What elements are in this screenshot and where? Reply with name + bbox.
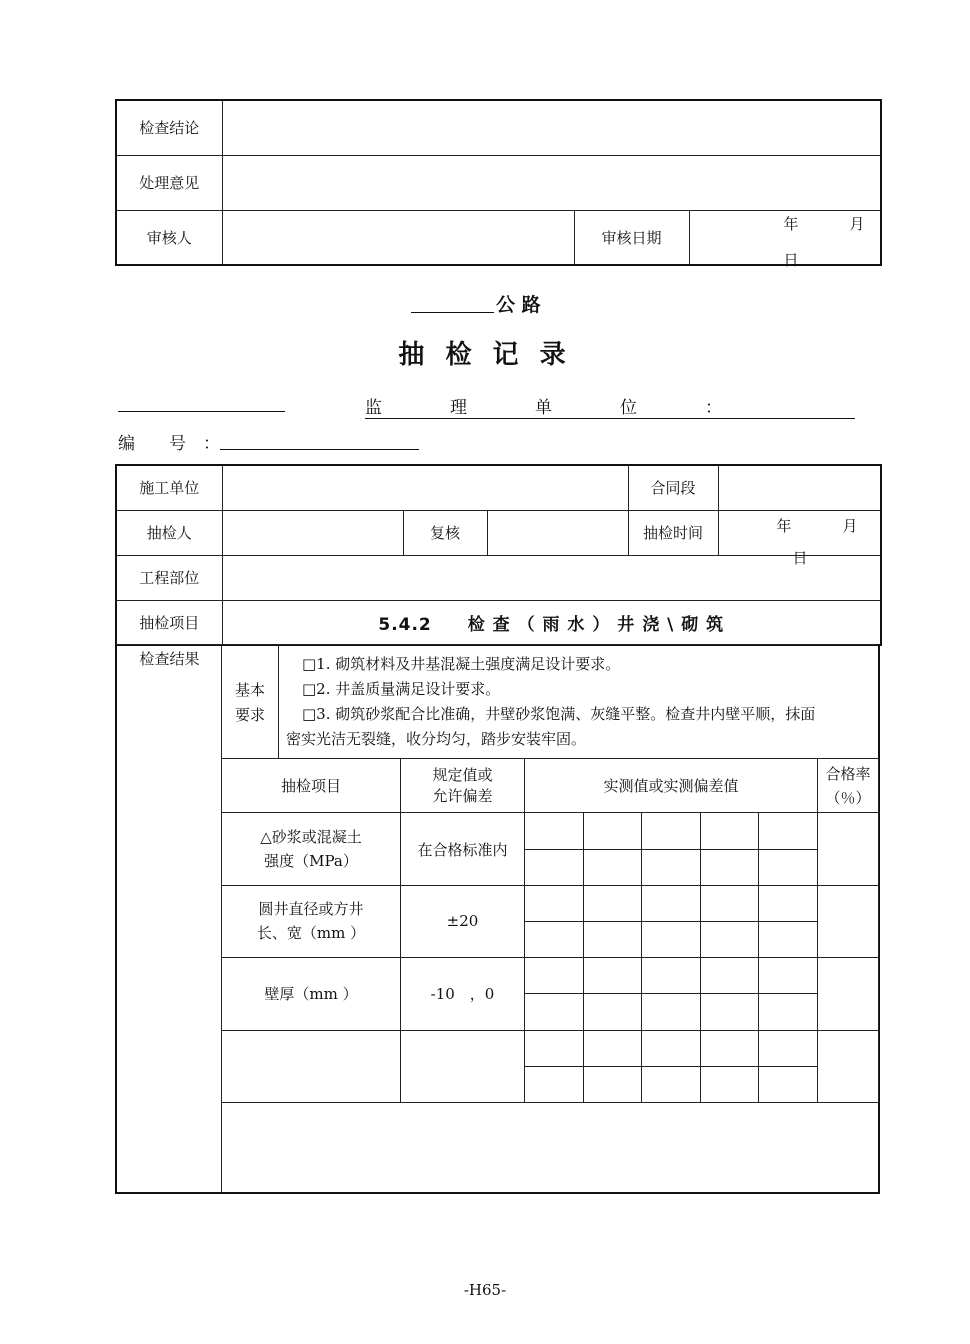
requirements — [286, 652, 876, 752]
row2-item-line2: 长、宽（mm ） — [256, 924, 366, 943]
measure-cell[interactable] — [701, 994, 759, 1030]
contractor-label: 施工单位 — [116, 465, 222, 510]
row1-item-line2: 强度（MPa） — [264, 852, 358, 871]
col-item-header: 抽检项目 — [222, 759, 401, 813]
col-pass-line2: （％） — [825, 788, 871, 807]
col-pass-line1: 合格率 — [825, 764, 871, 783]
supervisor-label: 监 理 单 位 ： — [365, 393, 855, 419]
pass-rate-cell[interactable] — [818, 958, 879, 1030]
pass-rate-cell[interactable] — [818, 885, 879, 957]
measure-cell[interactable] — [759, 1066, 818, 1102]
result-label: 检查结果 — [139, 650, 200, 668]
measure-cell[interactable] — [584, 885, 642, 921]
day-text: 日 — [783, 250, 799, 269]
measure-cell[interactable] — [525, 921, 584, 957]
item-label: 抽检项目 — [116, 600, 222, 645]
row2-item-line1: 圆井直径或方井 — [258, 900, 364, 919]
measure-cell[interactable] — [642, 885, 701, 921]
table-row-item — [222, 958, 401, 1030]
measure-cell[interactable] — [759, 994, 818, 1030]
table-row-item — [222, 813, 401, 885]
measure-cell[interactable] — [525, 958, 584, 994]
measure-cell[interactable] — [701, 1066, 759, 1102]
measure-cell[interactable] — [642, 813, 701, 849]
road-suffix: 公 路 — [496, 294, 541, 316]
review-date-label: 审核日期 — [574, 210, 689, 265]
location-field[interactable] — [222, 555, 881, 600]
measure-cell[interactable] — [701, 958, 759, 994]
month-text: 月 — [842, 516, 858, 535]
day-text: 日 — [792, 548, 808, 567]
handling-opinion-field[interactable] — [222, 155, 881, 210]
measure-cell[interactable] — [701, 885, 759, 921]
inspector-label: 抽检人 — [116, 510, 222, 555]
requirement-3-cont: 密实光洁无裂缝，收分均匀，踏步安装牢固。 — [286, 730, 587, 748]
measure-cell[interactable] — [759, 813, 818, 849]
page-number: -H65- — [463, 1281, 507, 1299]
measure-cell[interactable] — [642, 958, 701, 994]
inspection-table — [115, 464, 882, 646]
pass-rate-cell[interactable] — [818, 1030, 879, 1102]
basic-req-label-line1: 基本 — [234, 681, 265, 699]
conclusion-label: 检查结论 — [116, 100, 222, 155]
col-spec-line2: 允许偏差 — [432, 786, 493, 805]
measure-cell[interactable] — [525, 1066, 584, 1102]
requirement-3[interactable]: □3. 砌筑砂浆配合比准确，井壁砂浆饱满、灰缝平整。检查井内壁平顺，抹面 — [302, 705, 816, 723]
measure-cell[interactable] — [584, 1030, 642, 1066]
inspector-field[interactable] — [222, 510, 403, 555]
pass-rate-cell[interactable] — [818, 813, 879, 885]
number-label: 编 号 ： — [118, 434, 220, 454]
number-blank[interactable] — [220, 449, 419, 450]
basic-req-label — [222, 678, 278, 728]
measure-cell[interactable] — [701, 813, 759, 849]
page-title: 抽 检 记 录 — [398, 340, 572, 370]
measure-cell[interactable] — [759, 921, 818, 957]
reviewer-label: 审核人 — [116, 210, 222, 265]
measure-cell[interactable] — [525, 994, 584, 1030]
measure-cell[interactable] — [525, 813, 584, 849]
measure-cell[interactable] — [642, 1066, 701, 1102]
measure-cell[interactable] — [525, 849, 584, 885]
measure-cell[interactable] — [584, 849, 642, 885]
measure-cell[interactable] — [525, 885, 584, 921]
row2-spec: ±20 — [401, 885, 525, 957]
requirement-2[interactable]: □2. 井盖质量满足设计要求。 — [302, 680, 501, 698]
row1-item-line1: △砂浆或混凝土 — [260, 828, 362, 847]
contract-section-label: 合同段 — [628, 465, 718, 510]
review-date-field[interactable] — [689, 210, 881, 269]
col-spec-line1: 规定值或 — [432, 765, 493, 784]
col-pass-header — [818, 759, 879, 813]
measure-cell[interactable] — [701, 1030, 759, 1066]
contractor-field[interactable] — [222, 465, 628, 510]
handling-opinion-label: 处理意见 — [116, 155, 222, 210]
row3-item-line1: 壁厚（mm ） — [264, 984, 358, 1003]
measure-cell[interactable] — [701, 849, 759, 885]
measure-cell[interactable] — [642, 849, 701, 885]
measure-cell[interactable] — [759, 885, 818, 921]
measure-cell[interactable] — [701, 921, 759, 957]
row3-spec: -10 ，0 — [401, 958, 525, 1030]
conclusion-field[interactable] — [222, 100, 881, 155]
measure-cell[interactable] — [642, 994, 701, 1030]
measure-cell[interactable] — [642, 1030, 701, 1066]
col-spec-header — [401, 759, 525, 813]
measure-cell[interactable] — [584, 1066, 642, 1102]
month-text: 月 — [849, 214, 865, 233]
review-table — [115, 99, 882, 269]
road-name-blank[interactable] — [411, 312, 494, 313]
year-text: 年 — [776, 516, 792, 535]
measure-cell[interactable] — [525, 1030, 584, 1066]
inspect-time-label: 抽检时间 — [628, 510, 718, 555]
requirement-1[interactable]: □1. 砌筑材料及井基混凝土强度满足设计要求。 — [302, 655, 621, 673]
contract-section-field[interactable] — [718, 465, 881, 510]
measure-cell[interactable] — [584, 921, 642, 957]
recheck-field[interactable] — [487, 510, 628, 555]
row1-spec: 在合格标准内 — [401, 813, 525, 885]
measure-cell[interactable] — [584, 994, 642, 1030]
table-row-item[interactable] — [222, 1030, 401, 1102]
item-value: 5.4.2 检 查 （ 雨 水 ） 井 浇 \ 砌 筑 — [222, 600, 881, 645]
year-text: 年 — [783, 214, 799, 233]
measure-cell[interactable] — [759, 1030, 818, 1066]
measurement-table — [221, 758, 879, 1103]
reviewer-field[interactable] — [222, 210, 574, 265]
row4-spec[interactable] — [401, 1030, 525, 1102]
table-row-item — [222, 885, 401, 957]
measure-cell[interactable] — [584, 813, 642, 849]
measure-cell[interactable] — [642, 921, 701, 957]
supervisor-name-blank[interactable] — [118, 411, 285, 412]
measure-cell[interactable] — [584, 958, 642, 994]
col-measured-header: 实测值或实测偏差值 — [525, 759, 818, 813]
basic-req-label-line2: 要求 — [234, 706, 265, 724]
measure-cell[interactable] — [759, 849, 818, 885]
measure-cell[interactable] — [759, 958, 818, 994]
location-label: 工程部位 — [116, 555, 222, 600]
inspect-time-field[interactable] — [718, 510, 881, 567]
recheck-label: 复核 — [403, 510, 487, 555]
